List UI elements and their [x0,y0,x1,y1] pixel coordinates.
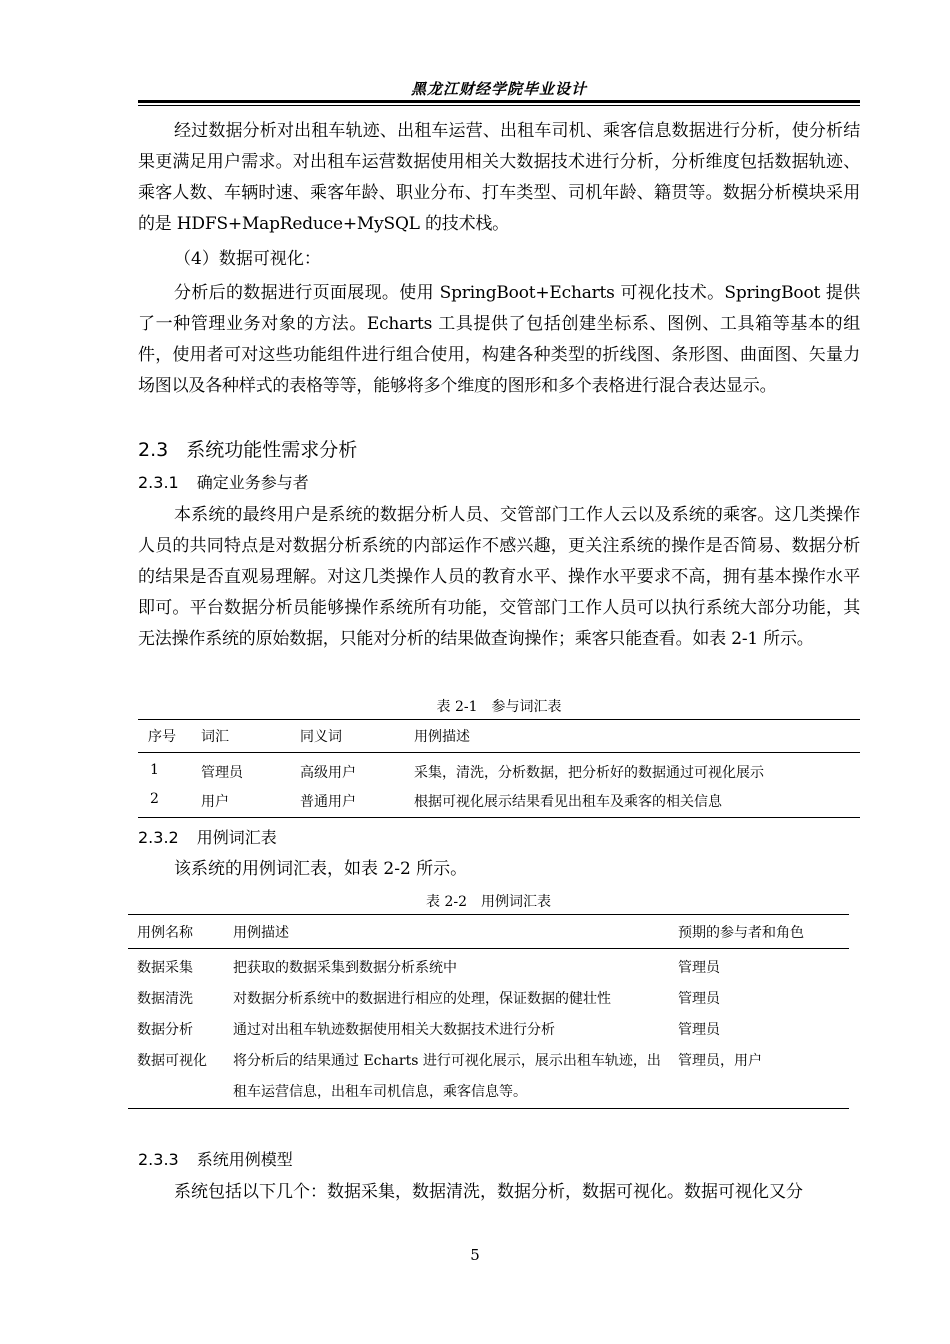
paragraph-actors: 本系统的最终用户是系统的数据分析人员、交管部门工作人云以及系统的乘客。这几类操作人员的共同特点是对数据分析系统的内部运作不感兴趣，更关注系统的操作是否简易、数据分析的结果是否直观易理解。对这几类操作人员的教育水平、操作水平要求不高，拥有基本操作水平即可。平台数据分析员能够操作系统所有功能，交管部门工作人员可以执行系统大部分功能，其无法操作系统的原始数据，只能对分析的结果做查询操作；乘客只能查看。如表 2-1 所示。 [138,505,860,649]
table-1-caption: 表 2-1 参与词汇表 [436,699,562,715]
column-header: 同义词 [300,729,342,745]
heading-2-3-3 [138,1147,293,1173]
table-row [128,949,849,985]
page-header: 黑龙江财经学院毕业设计 [410,80,587,98]
heading-2-3 [138,436,357,464]
table-usecase-vocabulary [128,914,849,1109]
paragraph-usecase-model: 系统包括以下几个：数据采集，数据清洗，数据分析，数据可视化。数据可视化又分 [174,1182,803,1202]
heading-text: 用例词汇表 [196,828,277,847]
column-header: 用例描述 [233,924,289,941]
heading-2-3-1 [138,470,309,496]
table-row [138,753,860,791]
column-header: 词汇 [201,729,229,745]
column-header: 用例描述 [414,729,470,745]
header-rule-thin [138,105,860,106]
table-cell: 通过对出租车轨迹数据使用相关大数据技术进行分析 [233,1022,555,1038]
table-cell: 1 [150,762,159,778]
table-2-caption: 表 2-2 用例词汇表 [426,894,551,910]
table-row [138,791,860,818]
header-rule-thick [138,100,860,103]
table-cell: 管理员 [678,1022,720,1038]
table-row [128,1015,849,1046]
column-header: 用例名称 [137,924,193,941]
column-header: 预期的参与者和角色 [678,924,804,941]
table-cell: 采集，清洗，分析数据，把分析好的数据通过可视化展示 [414,765,764,781]
table-header-row [138,720,860,753]
paragraph-visualization: 分析后的数据进行页面展现。使用 SpringBoot+Echarts 可视化技术。SpringBoot 提供了一种管理业务对象的方法。Echarts 工具提供了包括创建坐标系、图例、工具箱等基本的组件，使用者可对这些功能组件进行组合使用，构建各种类型的折线图、条形图、曲面图、矢量力场图以及各种样式的表格等等，能够将多个维度的图形和多个表格进行混合表达显示。 [138,283,860,396]
table-cell: 数据分析 [137,1022,193,1038]
column-header: 序号 [148,729,176,745]
table-actor-vocabulary [138,719,860,818]
heading-text: 确定业务参与者 [196,473,309,492]
heading-number: 2.3 [138,439,169,461]
heading-number: 2.3.3 [138,1150,179,1169]
table-cell: 数据清洗 [137,991,193,1007]
table-cell: 把获取的数据采集到数据分析系统中 [233,960,457,976]
paragraph-usecase-intro: 该系统的用例词汇表，如表 2-2 所示。 [174,859,468,879]
table-cell: 用户 [201,793,229,810]
table-cell: 普通用户 [300,793,356,810]
table-cell: 根据可视化展示结果看见出租车及乘客的相关信息 [414,793,722,810]
table-cell: 管理员 [678,960,720,976]
table-row [128,984,849,1015]
page-number: 5 [470,1246,480,1264]
list-item-visualization: （4）数据可视化： [174,249,321,269]
heading-text: 系统用例模型 [196,1150,293,1169]
paragraph-data-analysis: 经过数据分析对出租车轨迹、出租车运营、出租车司机、乘客信息数据进行分析，使分析结果更满足用户需求。对出租车运营数据使用相关大数据技术进行分析，分析维度包括数据轨迹、乘客人数、车辆时速、乘客年龄、职业分布、打车类型、司机年龄、籍贯等。数据分析模块采用的是 HDFS+MapReduce+MySQL 的技术栈。 [138,121,860,234]
table-cell: 2 [150,790,159,807]
table-cell: 数据可视化 [137,1053,207,1069]
table-header-row [128,915,849,949]
heading-2-3-2 [138,825,277,851]
heading-text: 系统功能性需求分析 [186,439,358,461]
table-cell: 数据采集 [137,960,193,976]
heading-number: 2.3.1 [138,473,179,492]
table-cell: 高级用户 [300,765,356,781]
table-cell: 管理员，用户 [678,1053,762,1069]
table-cell: 管理员 [201,765,243,781]
table-cell: 对数据分析系统中的数据进行相应的处理，保证数据的健壮性 [233,991,611,1007]
heading-number: 2.3.2 [138,828,179,847]
table-row [128,1046,849,1109]
table-cell: 管理员 [678,991,720,1007]
table-cell: 将分析后的结果通过 Echarts 进行可视化展示，展示出租车轨迹，出租车运营信息，出租车司机信息，乘客信息等。 [233,1053,661,1100]
